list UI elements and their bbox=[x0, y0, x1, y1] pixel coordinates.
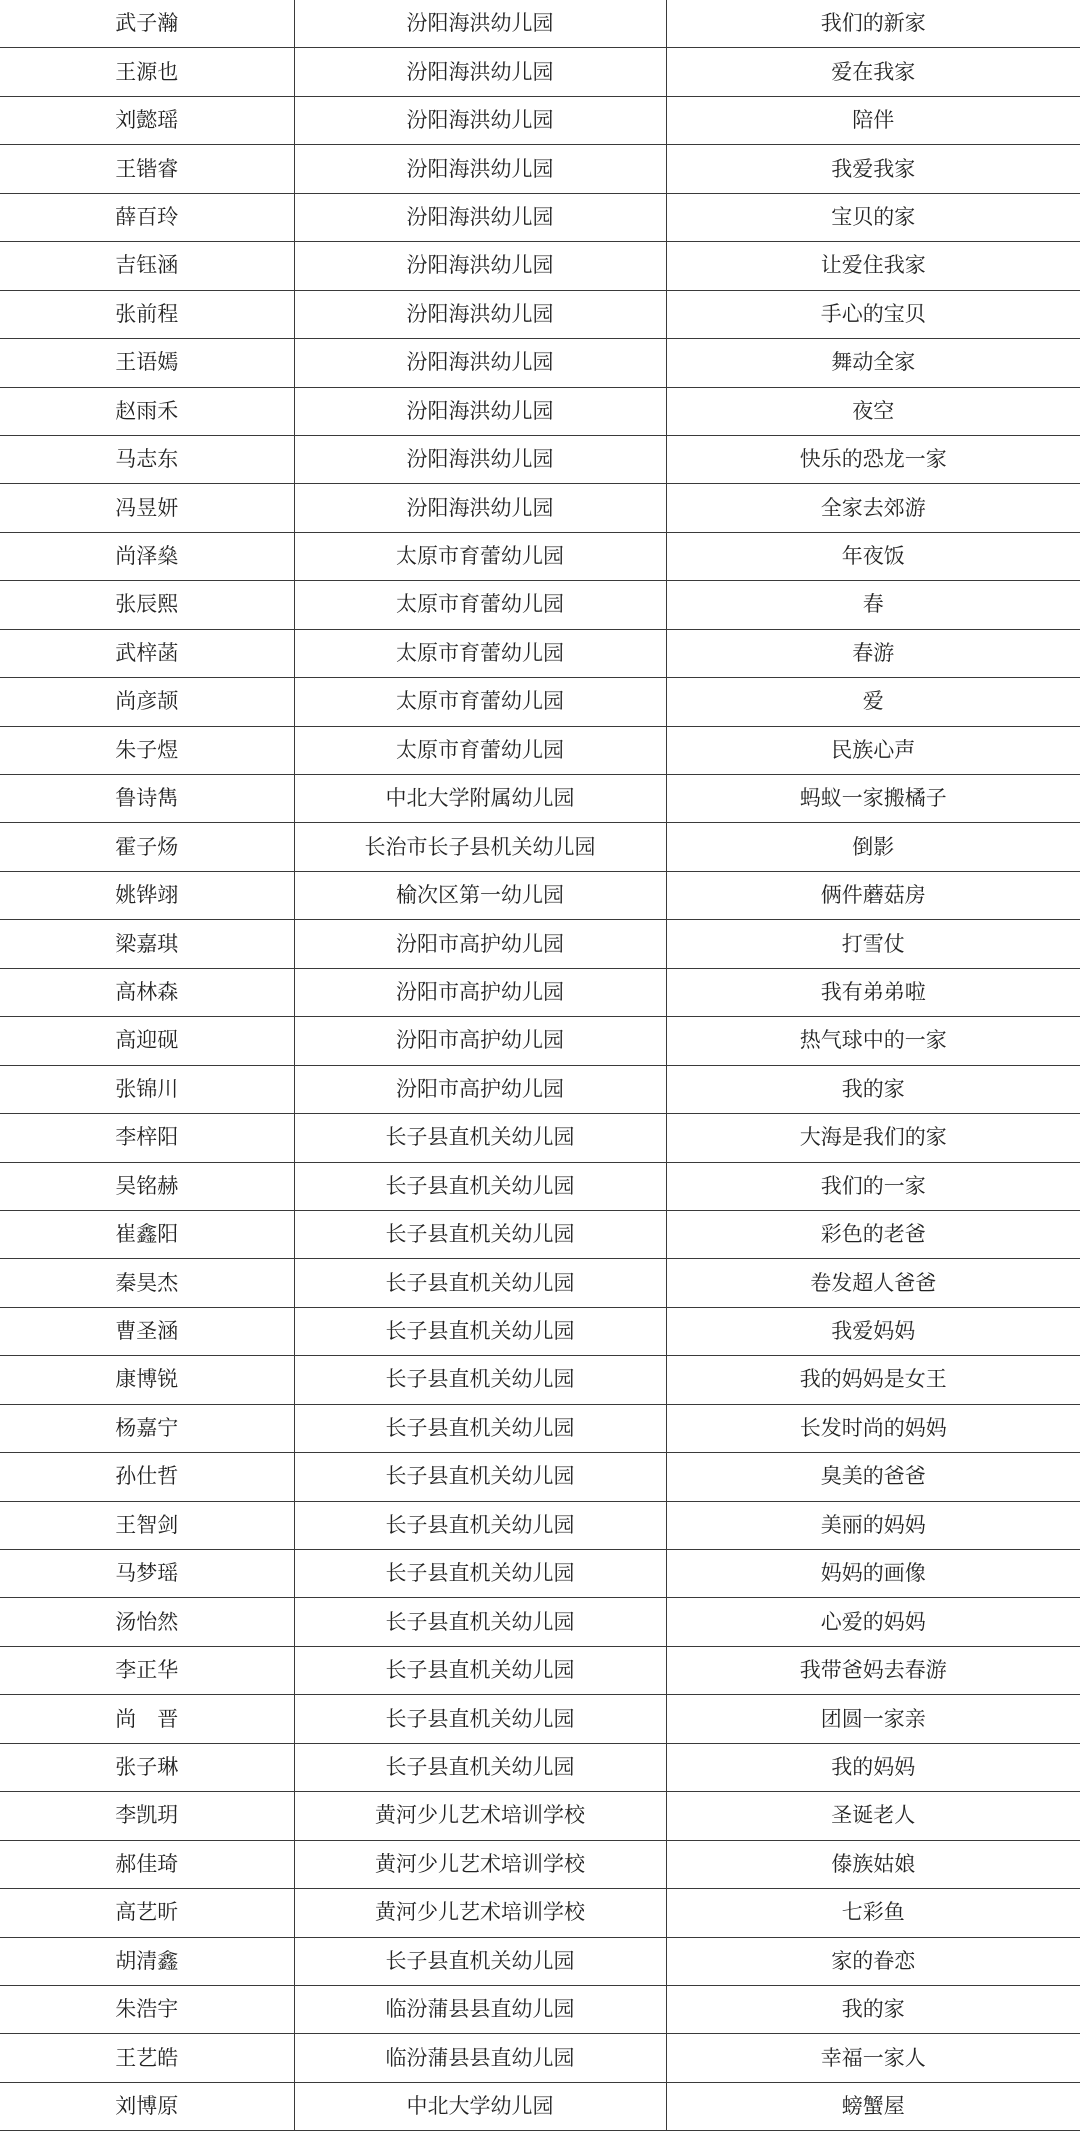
school-cell: 汾阳海洪幼儿园 bbox=[294, 145, 666, 193]
table-row bbox=[0, 775, 1080, 823]
school-cell: 太原市育蕾幼儿园 bbox=[294, 532, 666, 580]
school-cell: 长子县直机关幼儿园 bbox=[294, 1550, 666, 1598]
artwork-title-cell: 我的妈妈 bbox=[666, 1743, 1080, 1791]
student-name-cell: 朱浩宇 bbox=[0, 1985, 294, 2033]
school-cell: 黄河少儿艺术培训学校 bbox=[294, 1840, 666, 1888]
student-name-cell: 李凯玥 bbox=[0, 1792, 294, 1840]
school-cell: 汾阳海洪幼儿园 bbox=[294, 96, 666, 144]
table-row bbox=[0, 2034, 1080, 2082]
table-row bbox=[0, 1598, 1080, 1646]
school-cell: 汾阳海洪幼儿园 bbox=[294, 48, 666, 96]
table-row bbox=[0, 290, 1080, 338]
table-row bbox=[0, 1889, 1080, 1937]
table-row bbox=[0, 532, 1080, 580]
artwork-title-cell: 打雪仗 bbox=[666, 920, 1080, 968]
table-row bbox=[0, 339, 1080, 387]
student-name-cell: 霍子炀 bbox=[0, 823, 294, 871]
student-name-cell: 曹圣涵 bbox=[0, 1307, 294, 1355]
school-cell: 汾阳海洪幼儿园 bbox=[294, 339, 666, 387]
student-name-cell: 王艺皓 bbox=[0, 2034, 294, 2082]
artwork-title-cell: 家的眷恋 bbox=[666, 1937, 1080, 1985]
student-name-cell: 汤怡然 bbox=[0, 1598, 294, 1646]
student-name-cell: 王源也 bbox=[0, 48, 294, 96]
student-name-cell: 朱子煜 bbox=[0, 726, 294, 774]
artwork-title-cell: 我带爸妈去春游 bbox=[666, 1646, 1080, 1694]
table-row bbox=[0, 48, 1080, 96]
school-cell: 太原市育蕾幼儿园 bbox=[294, 629, 666, 677]
artwork-title-cell: 大海是我们的家 bbox=[666, 1114, 1080, 1162]
student-name-cell: 高林森 bbox=[0, 968, 294, 1016]
table-row bbox=[0, 1840, 1080, 1888]
school-cell: 临汾蒲县县直幼儿园 bbox=[294, 2034, 666, 2082]
artwork-title-cell: 爱在我家 bbox=[666, 48, 1080, 96]
artwork-title-cell: 年夜饭 bbox=[666, 532, 1080, 580]
student-name-cell: 吴铭赫 bbox=[0, 1162, 294, 1210]
artwork-title-cell: 民族心声 bbox=[666, 726, 1080, 774]
student-name-cell: 刘博原 bbox=[0, 2082, 294, 2130]
artwork-title-cell: 快乐的恐龙一家 bbox=[666, 435, 1080, 483]
student-name-cell: 武梓菡 bbox=[0, 629, 294, 677]
school-cell: 长子县直机关幼儿园 bbox=[294, 1259, 666, 1307]
student-name-cell: 姚铧翊 bbox=[0, 871, 294, 919]
school-cell: 长子县直机关幼儿园 bbox=[294, 1501, 666, 1549]
student-name-cell: 武子瀚 bbox=[0, 0, 294, 48]
school-cell: 长子县直机关幼儿园 bbox=[294, 1453, 666, 1501]
table-row bbox=[0, 823, 1080, 871]
student-name-cell: 杨嘉宁 bbox=[0, 1404, 294, 1452]
student-name-cell: 康博锐 bbox=[0, 1356, 294, 1404]
student-name-cell: 薛百玲 bbox=[0, 193, 294, 241]
artwork-title-cell: 团圆一家亲 bbox=[666, 1695, 1080, 1743]
student-name-cell: 尚 晋 bbox=[0, 1695, 294, 1743]
artwork-title-cell: 舞动全家 bbox=[666, 339, 1080, 387]
table-row bbox=[0, 0, 1080, 48]
school-cell: 中北大学幼儿园 bbox=[294, 2082, 666, 2130]
table-row bbox=[0, 1307, 1080, 1355]
student-name-cell: 张锦川 bbox=[0, 1065, 294, 1113]
student-name-cell: 刘懿瑶 bbox=[0, 96, 294, 144]
school-cell: 长子县直机关幼儿园 bbox=[294, 1210, 666, 1258]
table-row bbox=[0, 920, 1080, 968]
table-row bbox=[0, 1550, 1080, 1598]
artwork-title-cell: 宝贝的家 bbox=[666, 193, 1080, 241]
artwork-title-cell: 圣诞老人 bbox=[666, 1792, 1080, 1840]
artwork-title-cell: 蚂蚁一家搬橘子 bbox=[666, 775, 1080, 823]
artwork-title-cell: 我有弟弟啦 bbox=[666, 968, 1080, 1016]
artwork-title-cell: 爱 bbox=[666, 678, 1080, 726]
student-name-cell: 王智剑 bbox=[0, 1501, 294, 1549]
artwork-title-cell: 我爱我家 bbox=[666, 145, 1080, 193]
student-name-cell: 郝佳琦 bbox=[0, 1840, 294, 1888]
table-row bbox=[0, 1453, 1080, 1501]
artwork-title-cell: 傣族姑娘 bbox=[666, 1840, 1080, 1888]
table-row bbox=[0, 484, 1080, 532]
student-name-cell: 王语嫣 bbox=[0, 339, 294, 387]
table-row bbox=[0, 1065, 1080, 1113]
table-row bbox=[0, 435, 1080, 483]
student-name-cell: 孙仕哲 bbox=[0, 1453, 294, 1501]
artwork-title-cell: 夜空 bbox=[666, 387, 1080, 435]
artwork-title-cell: 彩色的老爸 bbox=[666, 1210, 1080, 1258]
school-cell: 汾阳市高护幼儿园 bbox=[294, 1065, 666, 1113]
student-name-cell: 高迎砚 bbox=[0, 1017, 294, 1065]
student-name-cell: 李正华 bbox=[0, 1646, 294, 1694]
table-row bbox=[0, 1985, 1080, 2033]
school-cell: 临汾蒲县县直幼儿园 bbox=[294, 1985, 666, 2033]
artwork-title-cell: 我们的新家 bbox=[666, 0, 1080, 48]
school-cell: 黄河少儿艺术培训学校 bbox=[294, 1792, 666, 1840]
school-cell: 长子县直机关幼儿园 bbox=[294, 1114, 666, 1162]
table-row bbox=[0, 1404, 1080, 1452]
artwork-title-cell: 春 bbox=[666, 581, 1080, 629]
school-cell: 汾阳海洪幼儿园 bbox=[294, 193, 666, 241]
school-cell: 长子县直机关幼儿园 bbox=[294, 1307, 666, 1355]
table-row bbox=[0, 629, 1080, 677]
school-cell: 长子县直机关幼儿园 bbox=[294, 1598, 666, 1646]
school-cell: 长子县直机关幼儿园 bbox=[294, 1356, 666, 1404]
table-row bbox=[0, 581, 1080, 629]
table-row bbox=[0, 1937, 1080, 1985]
school-cell: 长子县直机关幼儿园 bbox=[294, 1743, 666, 1791]
artwork-title-cell: 卷发超人爸爸 bbox=[666, 1259, 1080, 1307]
school-cell: 汾阳海洪幼儿园 bbox=[294, 0, 666, 48]
table-row bbox=[0, 968, 1080, 1016]
school-cell: 榆次区第一幼儿园 bbox=[294, 871, 666, 919]
table-row bbox=[0, 1501, 1080, 1549]
artwork-title-cell: 臭美的爸爸 bbox=[666, 1453, 1080, 1501]
table-row bbox=[0, 2082, 1080, 2130]
school-cell: 长子县直机关幼儿园 bbox=[294, 1695, 666, 1743]
student-name-cell: 赵雨禾 bbox=[0, 387, 294, 435]
school-cell: 长子县直机关幼儿园 bbox=[294, 1404, 666, 1452]
table-row bbox=[0, 1356, 1080, 1404]
student-name-cell: 鲁诗雋 bbox=[0, 775, 294, 823]
table-row bbox=[0, 387, 1080, 435]
school-cell: 长治市长子县机关幼儿园 bbox=[294, 823, 666, 871]
student-name-cell: 胡清鑫 bbox=[0, 1937, 294, 1985]
artwork-title-cell: 我爱妈妈 bbox=[666, 1307, 1080, 1355]
student-name-cell: 张辰熙 bbox=[0, 581, 294, 629]
artwork-title-cell: 我的妈妈是女王 bbox=[666, 1356, 1080, 1404]
table-row bbox=[0, 96, 1080, 144]
school-cell: 太原市育蕾幼儿园 bbox=[294, 678, 666, 726]
table-row bbox=[0, 193, 1080, 241]
student-name-cell: 秦昊杰 bbox=[0, 1259, 294, 1307]
student-name-cell: 马梦瑶 bbox=[0, 1550, 294, 1598]
artwork-title-cell: 妈妈的画像 bbox=[666, 1550, 1080, 1598]
table-row bbox=[0, 871, 1080, 919]
table-row bbox=[0, 1259, 1080, 1307]
school-cell: 汾阳海洪幼儿园 bbox=[294, 484, 666, 532]
table-row bbox=[0, 145, 1080, 193]
artwork-title-cell: 长发时尚的妈妈 bbox=[666, 1404, 1080, 1452]
school-cell: 汾阳海洪幼儿园 bbox=[294, 290, 666, 338]
school-cell: 长子县直机关幼儿园 bbox=[294, 1646, 666, 1694]
school-cell: 黄河少儿艺术培训学校 bbox=[294, 1889, 666, 1937]
artwork-title-cell: 俩件蘑菇房 bbox=[666, 871, 1080, 919]
artwork-title-cell: 我的家 bbox=[666, 1985, 1080, 2033]
student-name-cell: 冯昱妍 bbox=[0, 484, 294, 532]
artwork-title-cell: 手心的宝贝 bbox=[666, 290, 1080, 338]
student-name-cell: 王锴睿 bbox=[0, 145, 294, 193]
school-cell: 中北大学附属幼儿园 bbox=[294, 775, 666, 823]
artwork-title-cell: 热气球中的一家 bbox=[666, 1017, 1080, 1065]
table-row bbox=[0, 1162, 1080, 1210]
student-name-cell: 马志东 bbox=[0, 435, 294, 483]
artwork-title-cell: 我们的一家 bbox=[666, 1162, 1080, 1210]
artwork-title-cell: 倒影 bbox=[666, 823, 1080, 871]
artwork-title-cell: 心爱的妈妈 bbox=[666, 1598, 1080, 1646]
student-name-cell: 张子琳 bbox=[0, 1743, 294, 1791]
student-name-cell: 崔鑫阳 bbox=[0, 1210, 294, 1258]
artwork-title-cell: 七彩鱼 bbox=[666, 1889, 1080, 1937]
student-name-cell: 张前程 bbox=[0, 290, 294, 338]
school-cell: 太原市育蕾幼儿园 bbox=[294, 726, 666, 774]
artwork-title-cell: 让爱住我家 bbox=[666, 242, 1080, 290]
school-cell: 汾阳市高护幼儿园 bbox=[294, 968, 666, 1016]
school-cell: 汾阳海洪幼儿园 bbox=[294, 242, 666, 290]
table-row bbox=[0, 1017, 1080, 1065]
table-row bbox=[0, 242, 1080, 290]
school-cell: 汾阳海洪幼儿园 bbox=[294, 435, 666, 483]
artwork-title-cell: 美丽的妈妈 bbox=[666, 1501, 1080, 1549]
table-row bbox=[0, 1210, 1080, 1258]
student-name-cell: 尚彦颉 bbox=[0, 678, 294, 726]
table-row bbox=[0, 1695, 1080, 1743]
artwork-title-cell: 我的家 bbox=[666, 1065, 1080, 1113]
table-row bbox=[0, 1743, 1080, 1791]
table-row bbox=[0, 1646, 1080, 1694]
artwork-title-cell: 幸福一家人 bbox=[666, 2034, 1080, 2082]
artwork-title-cell: 陪伴 bbox=[666, 96, 1080, 144]
school-cell: 太原市育蕾幼儿园 bbox=[294, 581, 666, 629]
school-cell: 汾阳市高护幼儿园 bbox=[294, 920, 666, 968]
student-name-cell: 尚泽燊 bbox=[0, 532, 294, 580]
table-row bbox=[0, 1792, 1080, 1840]
table-row bbox=[0, 726, 1080, 774]
student-name-cell: 李梓阳 bbox=[0, 1114, 294, 1162]
school-cell: 汾阳市高护幼儿园 bbox=[294, 1017, 666, 1065]
artwork-title-cell: 螃蟹屋 bbox=[666, 2082, 1080, 2130]
student-name-cell: 高艺昕 bbox=[0, 1889, 294, 1937]
school-cell: 汾阳海洪幼儿园 bbox=[294, 387, 666, 435]
student-name-cell: 吉钰涵 bbox=[0, 242, 294, 290]
artwork-title-cell: 全家去郊游 bbox=[666, 484, 1080, 532]
student-name-cell: 梁嘉琪 bbox=[0, 920, 294, 968]
table-row bbox=[0, 678, 1080, 726]
artwork-title-cell: 春游 bbox=[666, 629, 1080, 677]
table-row bbox=[0, 1114, 1080, 1162]
school-cell: 长子县直机关幼儿园 bbox=[294, 1162, 666, 1210]
school-cell: 长子县直机关幼儿园 bbox=[294, 1937, 666, 1985]
